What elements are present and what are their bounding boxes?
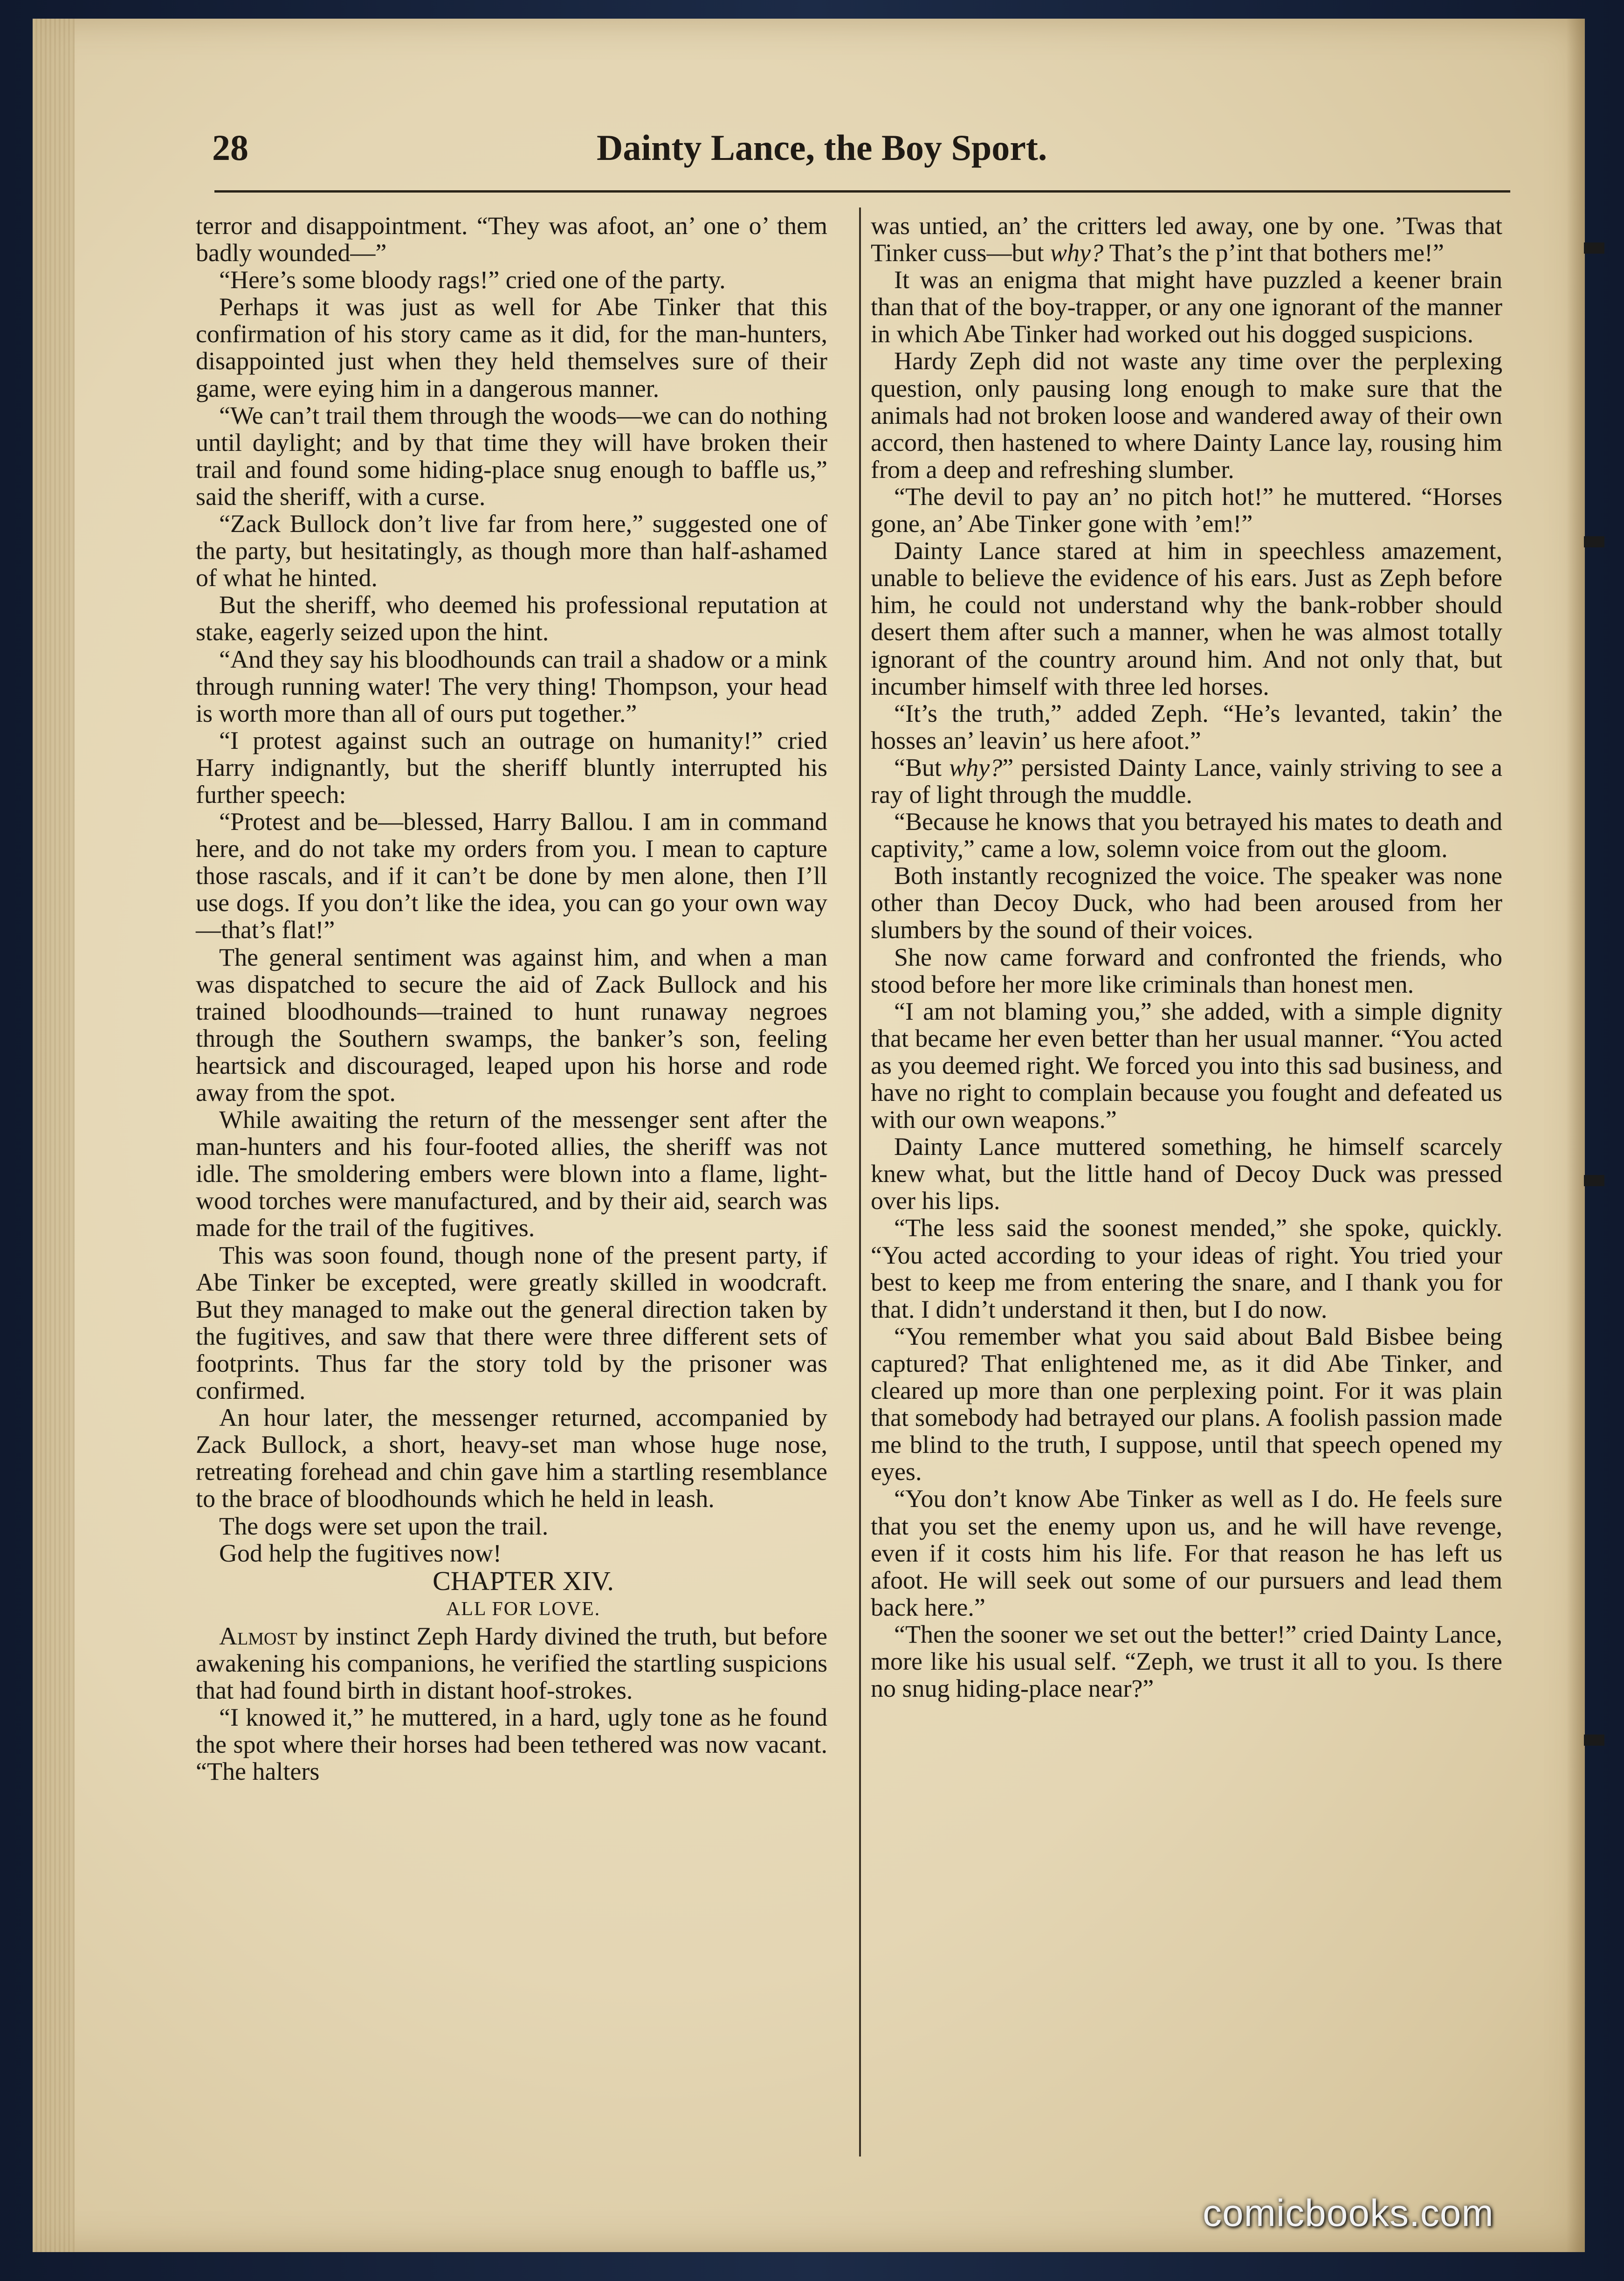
binding-staple-icon xyxy=(1584,536,1604,547)
binding-staple-icon xyxy=(1584,242,1604,254)
header-rule xyxy=(214,190,1510,193)
paragraph xyxy=(871,754,1502,808)
paragraph: It was an enigma that might have puzzled a keener brain than that of the boy-trapper, or any one ignorant of the manner in which Abe Tinker had worked out his dogged suspicions. xyxy=(871,266,1502,348)
watermark: comicbooks.com xyxy=(1203,2192,1494,2234)
paragraph xyxy=(871,212,1502,266)
right-column xyxy=(871,212,1502,1702)
paragraph: She now came forward and confronted the friends, who stood before her more like criminals than honest men. xyxy=(871,943,1502,998)
paragraph: “Because he knows that you betrayed his mates to death and captivity,” came a low, solemn voice from out the gloom. xyxy=(871,808,1502,863)
paragraph: An hour later, the messenger returned, accompanied by Zack Bullock, a short, heavy-set man whose huge nose, retreating forehead and chin gave him a startling resemblance to the brace of bloodhounds which he held in leash. xyxy=(196,1403,827,1513)
running-title: Dainty Lance, the Boy Sport. xyxy=(597,127,1047,168)
paragraph: terror and disappointment. “They was afoot, an’ one o’ them badly wounded—” xyxy=(196,212,827,267)
page-number: 28 xyxy=(212,127,248,168)
paragraph xyxy=(196,1623,827,1704)
paragraph: While awaiting the return of the messenger sent after the man-hunters and his four-footed allies, the sheriff was not idle. The smoldering embers were blown into a flame, light-wood torches were manufactured, and by their aid, search was made for the trail of the fugitives. xyxy=(196,1106,827,1242)
column-divider xyxy=(859,207,861,2157)
paragraph: “Protest and be—blessed, Harry Ballou. I am in command here, and do not take my orders from you. I mean to capture those rascals, and if it can’t be done by men alone, then I’ll use dogs. If you don’t like the idea, you can go your own way—that’s flat!” xyxy=(196,808,827,944)
paragraph: Perhaps it was just as well for Abe Tinker that this confirmation of his story came as it did, for the man-hunters, disappointed just when they held themselves sure of their game, were eying him in a dangerous manner. xyxy=(196,293,827,402)
paragraph: “The devil to pay an’ no pitch hot!” he muttered. “Horses gone, an’ Abe Tinker gone with ’em!” xyxy=(871,482,1502,538)
page-header xyxy=(172,127,1478,183)
page-gutter-shadow xyxy=(1566,19,1585,2252)
paragraph-text: ” persisted Dainty Lance, vainly striving to see a ray of light through the muddle. xyxy=(871,753,1502,809)
paragraph: Both instantly recognized the voice. The speaker was none other than Decoy Duck, who had been aroused from her slumbers by the sound of their voices. xyxy=(871,862,1502,944)
paragraph: This was soon found, though none of the present party, if Abe Tinker be excepted, were greatly skilled in woodcraft. But they managed to make out the general direction taken by the fugitives, and saw that there were three different sets of footprints. Thus far the story told by the prisoner was confirmed. xyxy=(196,1241,827,1405)
chapter-lead-word: Almost xyxy=(219,1622,297,1650)
paragraph: “I knowed it,” he muttered, in a hard, ugly tone as he found the spot where their horses had been tethered was now vacant. “The halters xyxy=(196,1703,827,1786)
paragraph: Hardy Zeph did not waste any time over the perplexing question, only pausing long enough to make sure that the animals had not broken loose and wandered away of their own accord, then hastened to where Dainty Lance lay, rousing him from a deep and refreshing slumber. xyxy=(871,347,1502,484)
paragraph-text: by instinct Zeph Hardy divined the truth, but before awakening his companions, he verified the startling suspicions that had found birth in distant hoof-strokes. xyxy=(196,1622,827,1704)
chapter-heading: CHAPTER XIV. xyxy=(433,1565,614,1596)
paragraph: “You remember what you said about Bald Bisbee being captured? That enlightened me, as it did Abe Tinker, and cleared up more than one perplexing point. For it was plain that somebody had betrayed our plans. A foolish passion made me blind to the truth, I suppose, until that speech opened my eyes. xyxy=(871,1322,1502,1486)
emphasis: why? xyxy=(949,753,1003,781)
paragraph: Dainty Lance muttered something, he himself scarcely knew what, but the little hand of Decoy Duck was pressed over his lips. xyxy=(871,1133,1502,1215)
paragraph-text: “But xyxy=(894,753,950,781)
paragraph: “Then the sooner we set out the better!” cried Dainty Lance, more like his usual self. “Zeph, we trust it all to you. Is there no snug hiding-place near?” xyxy=(871,1620,1502,1703)
left-column xyxy=(196,212,827,1785)
binding-staple-icon xyxy=(1584,1175,1604,1186)
paragraph: “The less said the soonest mended,” she spoke, quickly. “You acted according to your ideas of right. You tried your best to keep me from entering the snare, and I thank you for that. I didn’t understand it then, but I do now. xyxy=(871,1214,1502,1323)
paragraph-text: was untied, an’ the critters led away, one by one. ’Twas that Tinker cuss—but xyxy=(871,212,1502,267)
paragraph: “I am not blaming you,” she added, with a simple dignity that became her even better than her usual manner. “You acted as you deemed right. We forced you into this sad business, and have no right to complain because you fought and defeated us with our own weapons.” xyxy=(871,997,1502,1134)
stacked-page-edges xyxy=(33,19,75,2252)
paragraph: Dainty Lance stared at him in speechless amazement, unable to believe the evidence of his ears. Just as Zeph before him, he could not understand why the bank-robber should desert them after such a manner, when he was almost totally ignorant of the country around him. And not only that, but incumber himself with three led horses. xyxy=(871,537,1502,700)
paragraph: “Zack Bullock don’t live far from here,” suggested one of the party, but hesitatingly, as though more than half-ashamed of what he hinted. xyxy=(196,510,827,592)
emphasis: why? xyxy=(1050,239,1104,267)
paragraph: “You don’t know Abe Tinker as well as I do. He feels sure that you set the enemy upon us, and he will have revenge, even if it costs him his life. For that reason he has left us afoot. He will seek out some of our pursuers and lead them back here.” xyxy=(871,1485,1502,1621)
paragraph: The general sentiment was against him, and when a man was dispatched to secure the aid of Zack Bullock and his trained bloodhounds—trained to hunt runaway negroes through the Southern swamps, the banker’s son, feeling heartsick and discouraged, leaped upon his horse and rode away from the spot. xyxy=(196,943,827,1106)
paragraph: “We can’t trail them through the woods—we can do nothing until daylight; and by that time they will have broken their trail and found some hiding-place snug enough to baffle us,” said the sheriff, with a curse. xyxy=(196,401,827,511)
paragraph: The dogs were set upon the trail. xyxy=(219,1512,549,1540)
chapter-subtitle: ALL FOR LOVE. xyxy=(446,1598,601,1620)
paragraph: “It’s the truth,” added Zeph. “He’s levanted, takin’ the hosses an’ leavin’ us here afoot.” xyxy=(871,699,1502,754)
paragraph: “I protest against such an outrage on humanity!” cried Harry indignantly, but the sheriff bluntly interrupted his further speech: xyxy=(196,726,827,809)
paragraph-text: That’s the p’int that bothers me!” xyxy=(1103,239,1444,267)
binding-staple-icon xyxy=(1584,1735,1604,1746)
paragraph: “And they say his bloodhounds can trail a shadow or a mink through running water! The very thing! Thompson, your head is worth more than all of ours put together.” xyxy=(196,645,827,727)
paragraph: But the sheriff, who deemed his professional reputation at stake, eagerly seized upon the hint. xyxy=(196,591,827,646)
paragraph: God help the fugitives now! xyxy=(219,1539,502,1567)
paragraph: “Here’s some bloody rags!” cried one of the party. xyxy=(219,266,726,294)
